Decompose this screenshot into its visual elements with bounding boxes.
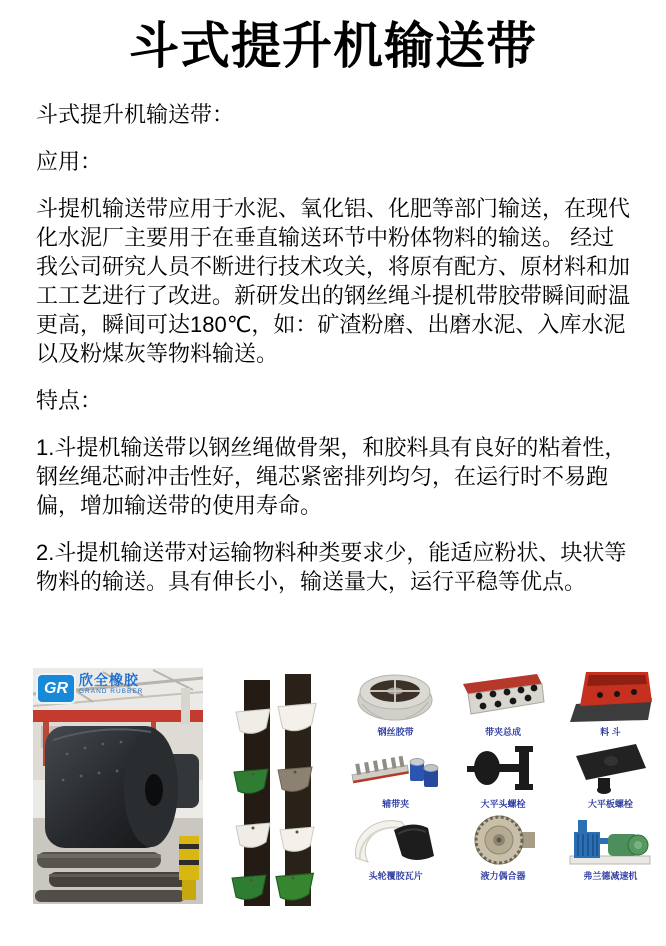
subtitle: 斗式提升机输送带： [36, 102, 235, 127]
parts-grid [345, 668, 661, 884]
part-caption: 辅带夹 [382, 799, 410, 809]
flat-head-bolt-image [457, 740, 549, 796]
company-logo-icon: GR [36, 673, 76, 704]
company-name-cn: 欣全橡胶 [79, 672, 139, 688]
part-caption: 液力偶合器 [480, 871, 526, 881]
part-cell-flat-plate-bolt [560, 740, 661, 812]
belt-clamp-assembly-image [457, 668, 549, 724]
part-cell-hopper [560, 668, 661, 740]
part-caption: 弗兰德减速机 [583, 871, 638, 881]
flat-plate-bolt-image [564, 740, 656, 796]
flender-reducer-image [564, 812, 656, 868]
bucket-board-illustration [228, 674, 330, 910]
company-watermark [36, 673, 143, 704]
part-cell-belt-clamp-assembly [452, 668, 553, 740]
feature-item-1: 1.斗提机输送带以钢丝绳做骨架，和胶料具有良好的粘着性，钢丝绳芯耐冲击性好，绳芯紧密排列均匀，在运行时不易跑偏，增加输送带的使用寿命。 [36, 435, 627, 518]
features-heading: 特点： [36, 388, 103, 413]
part-caption: 头轮覆胶瓦片 [368, 871, 423, 881]
application-paragraph: 斗提机输送带应用于水泥、氧化铝、化肥等部门输送，在现代化水泥厂主要用于在垂直输送环节中粉体物料的输送。 经过我公司研究人员不断进行技术攻关，将原有配方、原材料和加工工艺进行了改进。新研发出的钢丝绳斗提机带胶带瞬间耐温更高，瞬间可达180℃，如：矿渣粉磨、出磨水泥、入库水泥以及粉煤灰等物料输送。 [36, 196, 631, 366]
part-caption: 钢丝胶带 [377, 727, 414, 737]
part-cell-steel-wire-belt [345, 668, 446, 740]
part-cell-head-wheel-tiles [345, 812, 446, 884]
part-cell-fluid-coupling [452, 812, 553, 884]
factory-belt-roll-photo [33, 668, 203, 904]
part-caption: 大平头螺栓 [480, 799, 526, 809]
product-gallery [0, 666, 666, 926]
application-heading: 应用： [36, 149, 103, 174]
company-name-en: GRAND RUBBER [79, 688, 144, 695]
document-body [36, 100, 634, 596]
part-cell-flat-head-bolt [452, 740, 553, 812]
fluid-coupling-image [457, 812, 549, 868]
part-cell-aux-belt-clamp [345, 740, 446, 812]
part-caption: 大平板螺栓 [587, 799, 633, 809]
steel-wire-belt-image [350, 668, 442, 724]
head-wheel-rubber-tiles-image [350, 812, 442, 868]
hopper-image [564, 668, 656, 724]
elevator-buckets-photo [228, 674, 330, 910]
part-cell-flender-reducer [560, 812, 661, 884]
part-caption: 带夹总成 [484, 727, 521, 737]
part-caption: 料 斗 [600, 727, 621, 737]
page-title: 斗式提升机输送带 [129, 18, 537, 74]
feature-item-2: 2.斗提机输送带对运输物料种类要求少，能适应粉状、块状等物料的输送。具有伸长小，输送量大，运行平稳等优点。 [36, 540, 627, 594]
aux-belt-clamp-image [350, 740, 442, 796]
